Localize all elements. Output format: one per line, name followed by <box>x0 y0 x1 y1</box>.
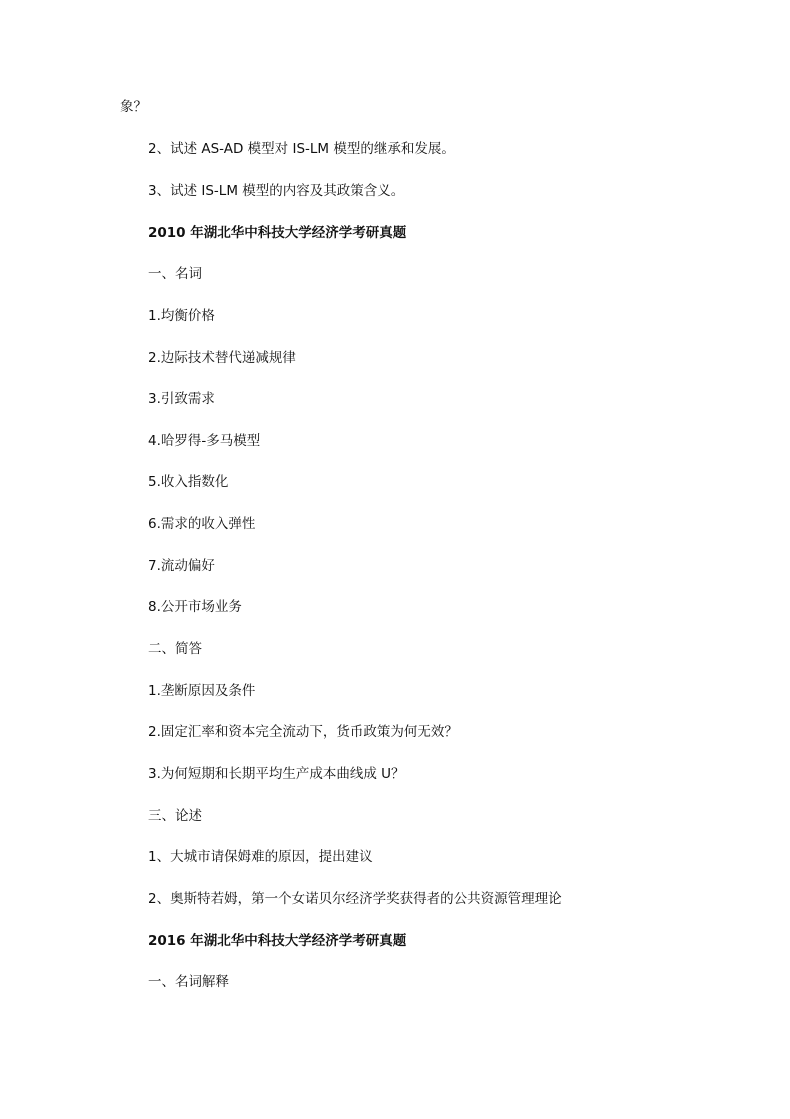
section-heading: 二、简答 <box>148 641 202 657</box>
question-line: 2、试述 AS-AD 模型对 IS-LM 模型的继承和发展。 <box>148 141 455 157</box>
section-heading: 一、名词 <box>148 266 202 282</box>
question-line: 2.固定汇率和资本完全流动下，货币政策为何无效？ <box>148 724 458 740</box>
term-item: 6.需求的收入弹性 <box>148 516 256 532</box>
term-item: 4.哈罗得-多马模型 <box>148 433 261 449</box>
question-line: 1.垄断原因及条件 <box>148 683 256 699</box>
section-heading: 三、论述 <box>148 808 202 824</box>
exam-title-2010: 2010 年湖北华中科技大学经济学考研真题 <box>148 225 407 241</box>
term-item: 8.公开市场业务 <box>148 599 242 615</box>
question-line: 2、奥斯特若姆，第一个女诺贝尔经济学奖获得者的公共资源管理理论 <box>148 891 562 907</box>
term-item: 2.边际技术替代递减规律 <box>148 350 296 366</box>
term-item: 1.均衡价格 <box>148 308 215 324</box>
section-heading: 一、名词解释 <box>148 974 229 990</box>
question-line: 3.为何短期和长期平均生产成本曲线成 U？ <box>148 766 405 782</box>
question-line: 3、试述 IS-LM 模型的内容及其政策含义。 <box>148 183 405 199</box>
term-item: 3.引致需求 <box>148 391 215 407</box>
term-item: 7.流动偏好 <box>148 558 215 574</box>
continuation-line: 象？ <box>120 99 147 115</box>
question-line: 1、大城市请保姆难的原因，提出建议 <box>148 849 373 865</box>
term-item: 5.收入指数化 <box>148 474 229 490</box>
exam-title-2016: 2016 年湖北华中科技大学经济学考研真题 <box>148 933 407 949</box>
